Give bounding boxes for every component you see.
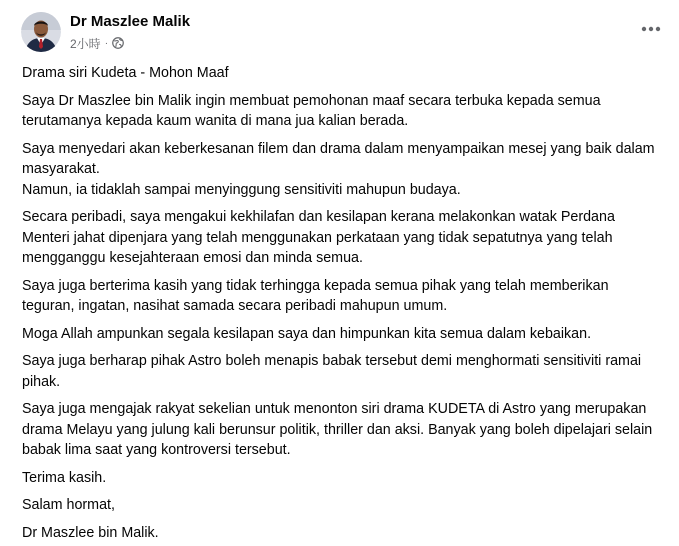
profile-photo-icon	[21, 12, 61, 52]
post-paragraph: Salam hormat,	[22, 497, 115, 513]
post-meta	[70, 35, 124, 51]
post-paragraph: Drama siri Kudeta - Mohon Maaf	[22, 65, 229, 81]
meta-separator: ·	[104, 37, 109, 49]
post-paragraph: Saya juga mengajak rakyat sekelian untuk menonton siri drama KUDETA di Astro yang merupakan drama Melayu yang julung kali berunsur politik, thriller dan aksi. Banyak yang boleh dipelajari selain babak lima saat yang kontroversi tersebut.	[22, 401, 653, 458]
post-timestamp[interactable]: 2小時	[70, 36, 101, 51]
post-paragraph: Saya juga berharap pihak Astro boleh menapis babak tersebut demi menghormati sensitiviti ramai pihak.	[22, 353, 642, 390]
author-name[interactable]: Dr Maszlee Malik	[70, 13, 191, 30]
post-paragraph: Saya juga berterima kasih yang tidak terhingga kepada semua pihak yang telah memberikan teguran, ingatan, nasihat samada secara peribadi mahupun umum.	[22, 277, 609, 314]
post-paragraph: Dr Maszlee bin Malik.	[22, 524, 159, 541]
post-paragraph: Saya menyedari akan keberkesanan filem dan drama dalam menyampaikan mesej yang baik dalam masyarakat. Namun, ia tidaklah sampai menyinggung sensitiviti mahupun budaya.	[22, 140, 655, 198]
more-options-button[interactable]	[640, 18, 662, 40]
globe-icon[interactable]	[112, 37, 124, 49]
post-body	[22, 63, 662, 546]
post-header	[0, 0, 679, 60]
post-paragraph: Terima kasih.	[22, 469, 107, 486]
post-paragraph: Saya Dr Maszlee bin Malik ingin membuat pemohonan maaf secara terbuka kepada semua terutamanya kepada kaum wanita di mana jua kalian berada.	[22, 92, 601, 129]
more-horizontal-icon	[641, 26, 661, 32]
post-paragraph: Secara peribadi, saya mengakui kekhilafan dan kesilapan kerana melakonkan watak Perdana Menteri jahat dipenjara yang telah menggunakan perkataan yang tidak sepatutnya yang telah mengganggu kesejahteraan emosi dan minda semua.	[22, 209, 615, 266]
post-paragraph: Moga Allah ampunkan segala kesilapan saya dan himpunkan kita semua dalam kebaikan.	[22, 325, 592, 342]
author-avatar[interactable]	[21, 12, 61, 52]
